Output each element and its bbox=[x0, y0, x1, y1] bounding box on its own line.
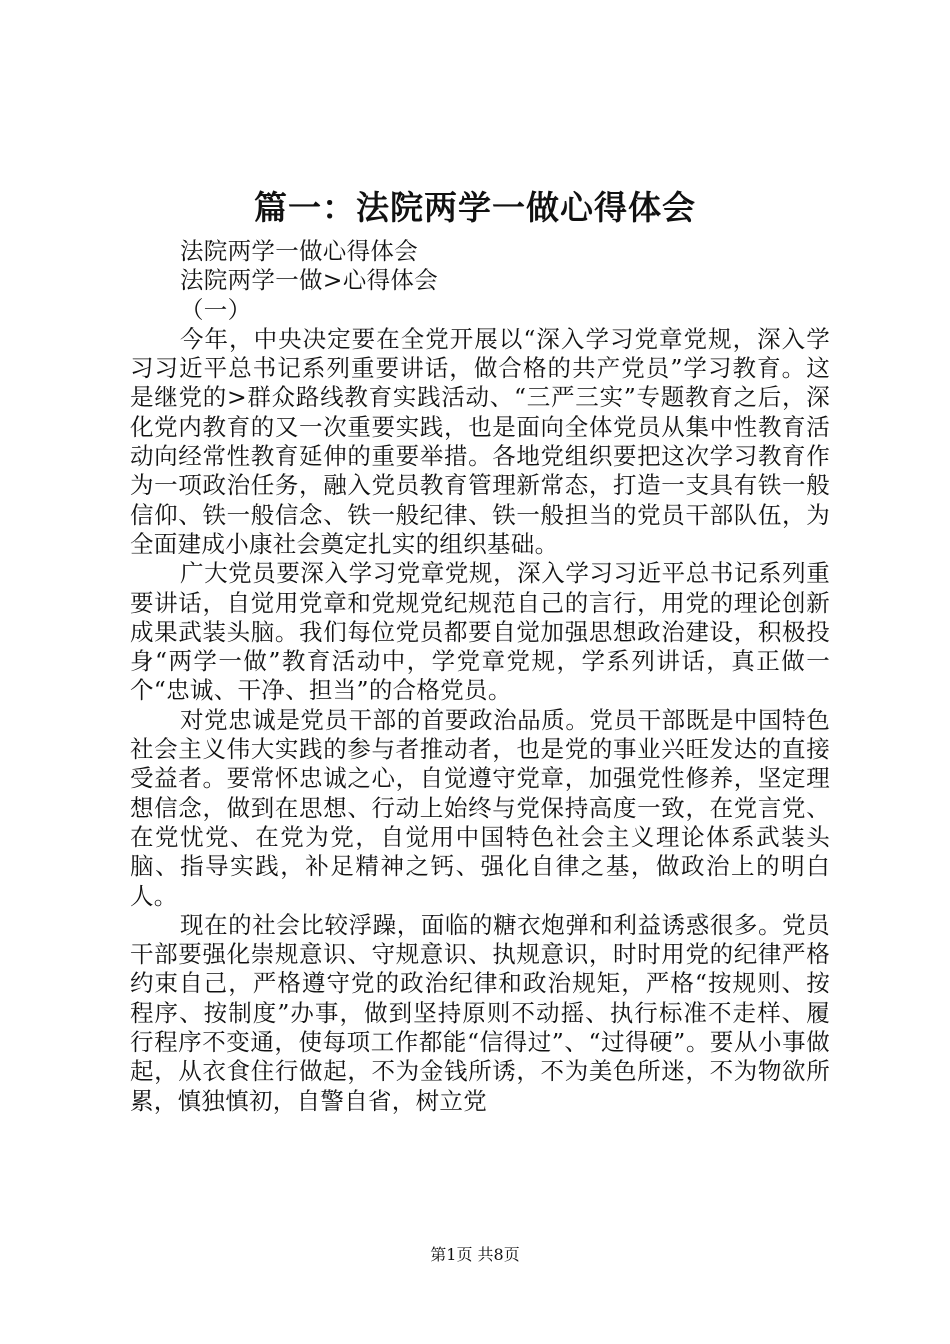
section-marker: （一） bbox=[180, 295, 252, 324]
document-body bbox=[130, 237, 830, 1116]
document-title: 篇一：法院两学一做心得体会 bbox=[254, 188, 696, 227]
body-paragraph: 现在的社会比较浮躁，面临的糖衣炮弹和利益诱惑很多。党员干部要强化崇规意识、守规意识、执规意识，时时用党的纪律严格约束自己，严格遵守党的政治纪律和政治规矩，严格“按规则、按程序、按制度”办事，做到坚持原则不动摇、执行标准不走样、履行程序不变通，使每项工作都能“信得过”、“过得硬”。要从小事做起，从衣食住行做起，不为金钱所诱，不为美色所迷，不为物欲所累，慎独慎初，自警自省，树立党 bbox=[130, 910, 830, 1115]
body-paragraph: 广大党员要深入学习党章党规，深入学习习近平总书记系列重要讲话，自觉用党章和党规党纪规范自己的言行，用党的理论创新成果武装头脑。我们每位党员都要自觉加强思想政治建设，积极投身“两学一做”教育活动中，学党章党规，学系列讲话，真正做一个“忠诚、干净、担当”的合格党员。 bbox=[130, 559, 830, 705]
subtitle-line: 法院两学一做>心得体会 bbox=[180, 266, 438, 295]
subtitle-line: 法院两学一做心得体会 bbox=[180, 237, 418, 265]
page-footer: 第1页 共8页 bbox=[430, 1245, 520, 1264]
body-paragraph: 对党忠诚是党员干部的首要政治品质。党员干部既是中国特色社会主义伟大实践的参与者推动者，也是党的事业兴旺发达的直接受益者。要常怀忠诚之心，自觉遵守党章，加强党性修养，坚定理想信念，做到在思想、行动上始终与党保持高度一致，在党言党、在党忧党、在党为党，自觉用中国特色社会主义理论体系武装头脑、指导实践，补足精神之钙、强化自律之基，做政治上的明白人。 bbox=[130, 705, 830, 910]
body-paragraph: 今年，中央决定要在全党开展以“深入学习党章党规，深入学习习近平总书记系列重要讲话，做合格的共产党员”学习教育。这是继党的>群众路线教育实践活动、“三严三实”专题教育之后，深化党内教育的又一次重要实践，也是面向全体党员从集中性教育活动向经常性教育延伸的重要举措。各地党组织要把这次学习教育作为一项政治任务，融入党员教育管理新常态，打造一支具有铁一般信仰、铁一般信念、铁一般纪律、铁一般担当的党员干部队伍，为全面建成小康社会奠定扎实的组织基础。 bbox=[130, 324, 830, 558]
